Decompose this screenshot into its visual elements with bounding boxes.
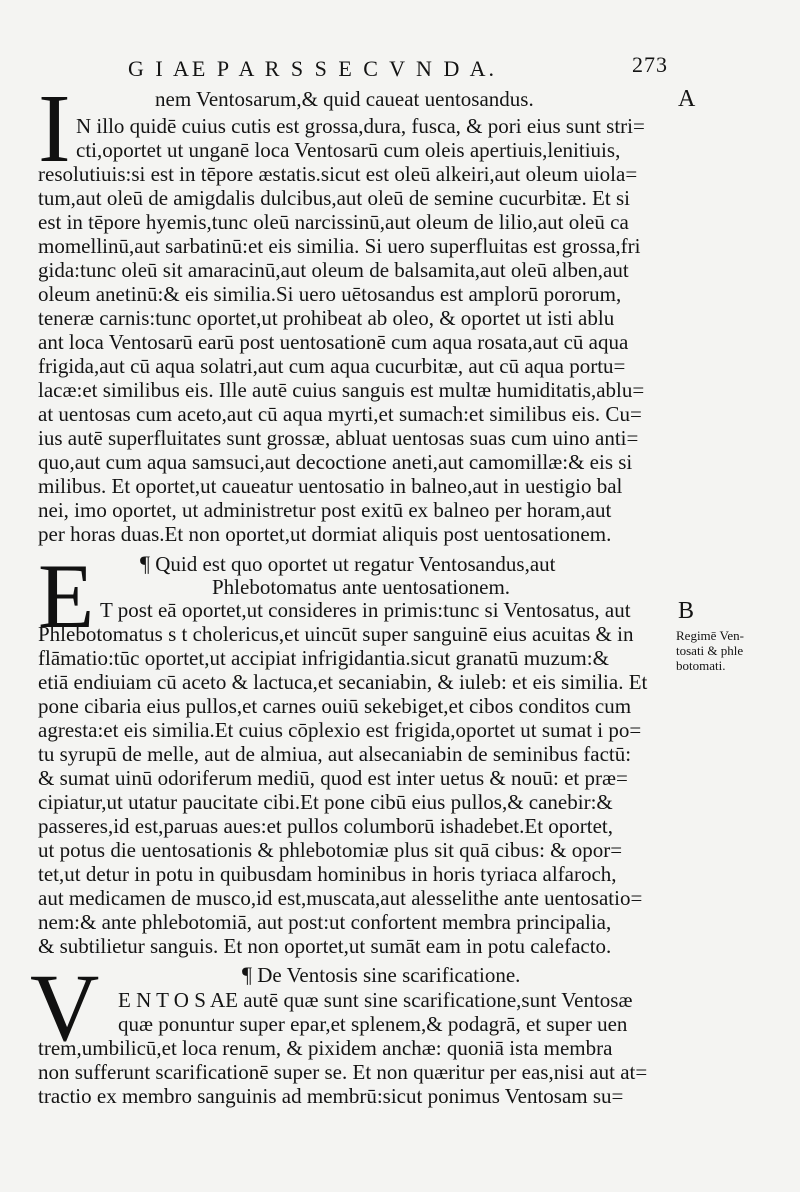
margin-letter-a: A	[678, 86, 696, 112]
text-line: lacæ:et similibus eis. Ille autē cuius sanguis est multæ humiditatis,ablu=	[38, 378, 645, 402]
margin-note-line: botomati.	[676, 658, 726, 673]
text-line: T post eā oportet,ut consideres in primis:tunc si Ventosatus, aut	[100, 598, 631, 622]
drop-cap-v: V	[30, 954, 100, 1061]
running-title: G I AE P A R S S E C V N D A.	[128, 56, 498, 81]
text-line: ius autē superfluitates sunt grossæ, abluat uentosas suas cum uino anti=	[38, 426, 639, 450]
text-line: E N T O S AE autē quæ sunt sine scarificatione,sunt Ventosæ	[118, 988, 633, 1012]
pilcrow-icon: ¶	[242, 962, 252, 987]
text-line: cti,oportet ut unganē loca Ventosarū cum oleis apertiuis,lenitiuis,	[76, 138, 621, 162]
text-line: quo,aut cum aqua samsuci,aut decoctione aneti,aut camomillæ:& eis si	[38, 450, 633, 474]
heading-line: Phlebotomatus ante uentosationem.	[212, 575, 511, 599]
margin-letter-b: B	[678, 598, 695, 624]
text-line: tum,aut oleū de amigdalis dulcibus,aut oleū de semine cucurbitæ. Et si	[38, 186, 630, 210]
text-line: trem,umbilicū,et loca renum, & pixidem anchæ: quoniā ista membra	[38, 1036, 613, 1060]
text-line: cipiatur,ut utatur paucitate cibi.Et pone cibū eius pullos,& canebir:&	[38, 790, 613, 814]
text-line: tu syrupū de melle, aut de almiua, aut alsecaniabin de seminibus factū:	[38, 742, 632, 766]
page-number: 273	[632, 52, 668, 77]
text-line: gida:tunc oleū sit amaracinū,aut oleum de balsamita,aut oleū alben,aut	[38, 258, 629, 282]
text-line: N illo quidē cuius cutis est grossa,dura, fusca, & pori eius sunt stri=	[76, 114, 645, 138]
text-line: etiā endiuiam cū aceto & lactuca,et secaniabin, & iuleb: et eis similia. Et	[38, 670, 648, 694]
text-line: nem:& ante phlebotomiā, aut post:ut confortent membra principalia,	[38, 910, 612, 934]
text-line: momellinū,aut sarbatinū:et eis similia. Si uero superfluitas est grossa,fri	[38, 234, 641, 258]
text-line: passeres,id est,paruas aues:et pullos columborū ishadebet.Et oportet,	[38, 814, 614, 838]
drop-cap-e: E	[38, 545, 95, 647]
text-line: resolutiuis:si est in tēpore æstatis.sicut est oleū alkeiri,aut oleum uiola=	[38, 162, 638, 186]
text-line: nem Ventosarum,& quid caueat uentosandus.	[155, 87, 534, 111]
text-line: Phlebotomatus s t cholericus,et uincūt super sanguinē eius acuitas & in	[38, 622, 634, 646]
text-line: ut potus die uentosationis & phlebotomiæ plus sit quā cibus: & opor=	[38, 838, 623, 862]
text-line: nei, imo oportet, ut administretur post exitū ex balneo per horam,aut	[38, 498, 612, 522]
text-line: pone cibaria eius pullos,et carnes ouiū sekebiget,et cibos conditos cum	[38, 694, 632, 718]
text-line: at uentosas cum aceto,aut cū aqua myrti,et sumach:et similibus eis. Cu=	[38, 402, 642, 426]
text-line: oleum anetinū:& eis similia.Si uero uētosandus est amplorū pororum,	[38, 282, 622, 306]
heading-text: De Ventosis sine scarificatione.	[257, 963, 521, 987]
text-line: milibus. Et oportet,ut caueatur uentosatio in balneo,aut in uestigio bal	[38, 474, 623, 498]
text-line: est in tēpore hyemis,tunc oleū narcissinū,aut oleum de lilio,aut oleū ca	[38, 210, 629, 234]
text-line: tet,ut detur in potu in quibusdam hominibus in horis tyriaca alfaroch,	[38, 862, 617, 886]
margin-note-line: tosati & phle	[676, 643, 744, 658]
text-line: per horas duas.Et non oportet,ut dormiat aliquis post uentosationem.	[38, 522, 612, 546]
margin-note-line: Regimē Ven-	[676, 628, 744, 643]
drop-cap-i: I	[38, 75, 71, 183]
text-line: non sufferunt scarificationē super se. Et non quæritur per eas,nisi aut at=	[38, 1060, 648, 1084]
text-line: & sumat uinū odoriferum mediū, quod est inter uetus & nouū: et præ=	[38, 766, 628, 790]
text-line: aut medicamen de musco,id est,muscata,aut alesselithe ante uentosatio=	[38, 886, 643, 910]
pilcrow-icon: ¶	[140, 551, 150, 576]
text-line: tractio ex membro sanguinis ad membrū:sicut ponimus Ventosam su=	[38, 1084, 624, 1108]
text-line: flāmatio:tūc oportet,ut accipiat infrigidantia.sicut granatū muzum:&	[38, 646, 609, 670]
text-line: teneræ carnis:tunc oportet,ut prohibeat ab oleo, & oportet ut isti ablu	[38, 306, 615, 330]
heading-line: Quid est quo oportet ut regatur Ventosandus,aut	[155, 552, 556, 576]
text-line: agresta:et eis similia.Et cuius cōplexio est frigida,oportet ut sumat i po=	[38, 718, 642, 742]
text-line: frigida,aut cū aqua solatri,aut cum aqua cucurbitæ, aut cū aqua portu=	[38, 354, 626, 378]
text-line: quæ ponuntur super epar,et splenem,& podagrā, et super uen	[118, 1012, 628, 1036]
text-line: & subtilietur sanguis. Et non oportet,ut sumāt eam in potu calefacto.	[38, 934, 612, 958]
text-line: ant loca Ventosarū earū post uentosationē cum aqua rosata,aut cū aqua	[38, 330, 629, 354]
